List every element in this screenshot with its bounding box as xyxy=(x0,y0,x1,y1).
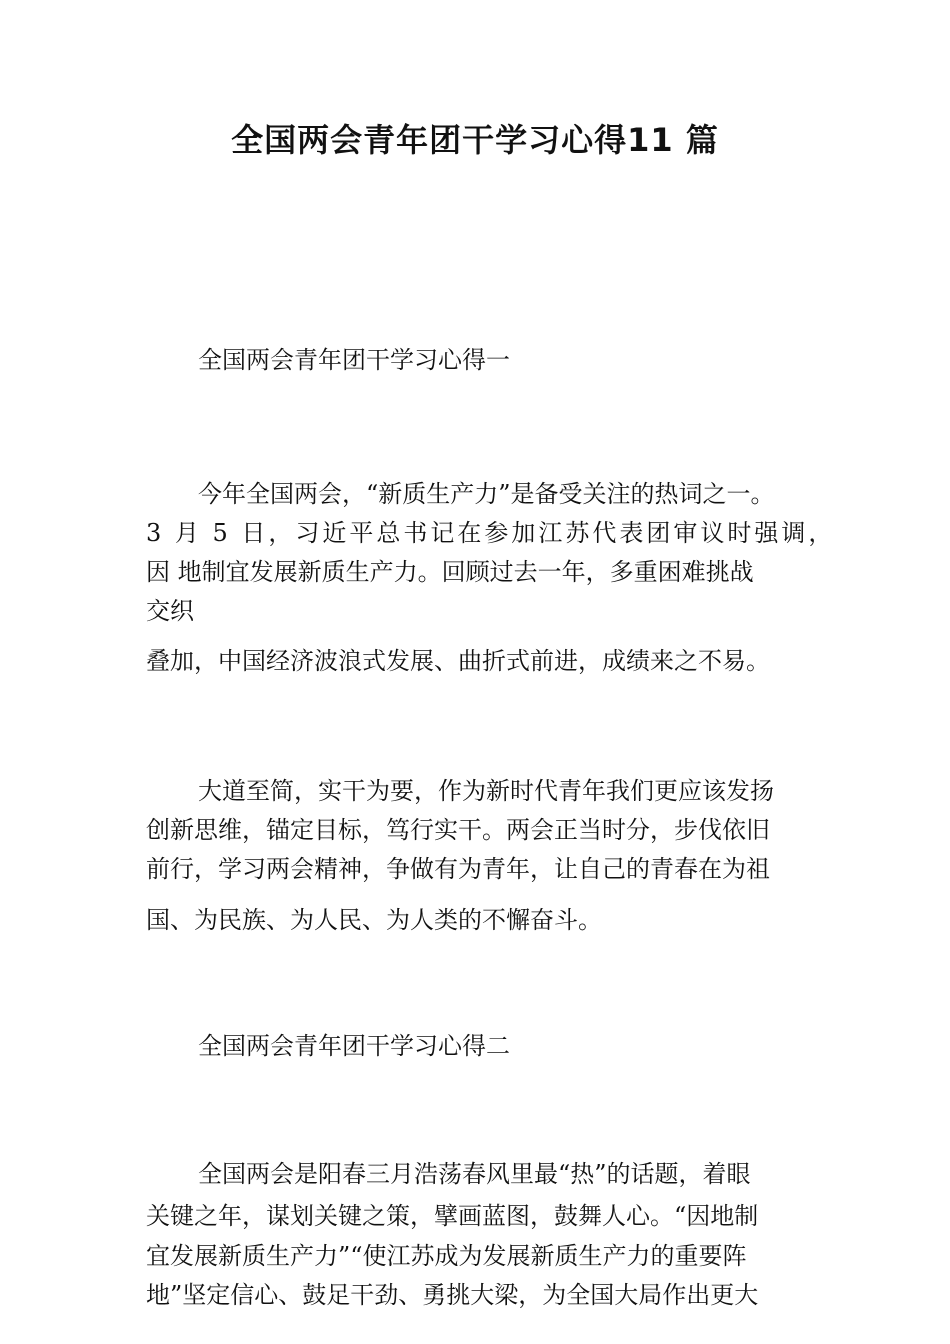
section-heading-2: 全国两会青年团干学习心得二 xyxy=(198,1032,510,1060)
paragraph-line: 国、为民族、为人民、为人类的不懈奋斗。 xyxy=(146,906,602,934)
paragraph-line: 创新思维，锚定目标，笃行实干。两会正当时分，步伐依旧 xyxy=(146,816,770,844)
paragraph-line: 全国两会是阳春三月浩荡春风里最“热”的话题，着眼 xyxy=(198,1160,751,1188)
paragraph-line: 宜发展新质生产力”“使江苏成为发展新质生产力的重要阵 xyxy=(146,1242,747,1270)
paragraph-line: 大道至简，实干为要，作为新时代青年我们更应该发扬 xyxy=(198,777,774,805)
paragraph-line: 今年全国两会，“新质生产力”是备受关注的热词之一。 xyxy=(198,480,775,508)
document-title: 全国两会青年团干学习心得11 篇 xyxy=(231,121,719,159)
paragraph-line: 叠加，中国经济波浪式发展、曲折式前进，成绩来之不易。 xyxy=(146,647,770,675)
paragraph-line: 因 地制宜发展新质生产力。回顾过去一年，多重困难挑战 xyxy=(146,558,754,586)
paragraph-line: 前行，学习两会精神，争做有为青年，让自己的青春在为祖 xyxy=(146,855,770,883)
paragraph-line: 交织 xyxy=(146,597,194,625)
paragraph-line: 关键之年，谋划关键之策，擘画蓝图，鼓舞人心。“因地制 xyxy=(146,1202,759,1230)
paragraph-line: 地”坚定信心、鼓足干劲、勇挑大梁，为全国大局作出更大 xyxy=(146,1281,759,1309)
section-heading-1: 全国两会青年团干学习心得一 xyxy=(198,346,510,374)
paragraph-line: 3 月 5 日，习近平总书记在参加江苏代表团审议时强调， xyxy=(146,519,836,547)
